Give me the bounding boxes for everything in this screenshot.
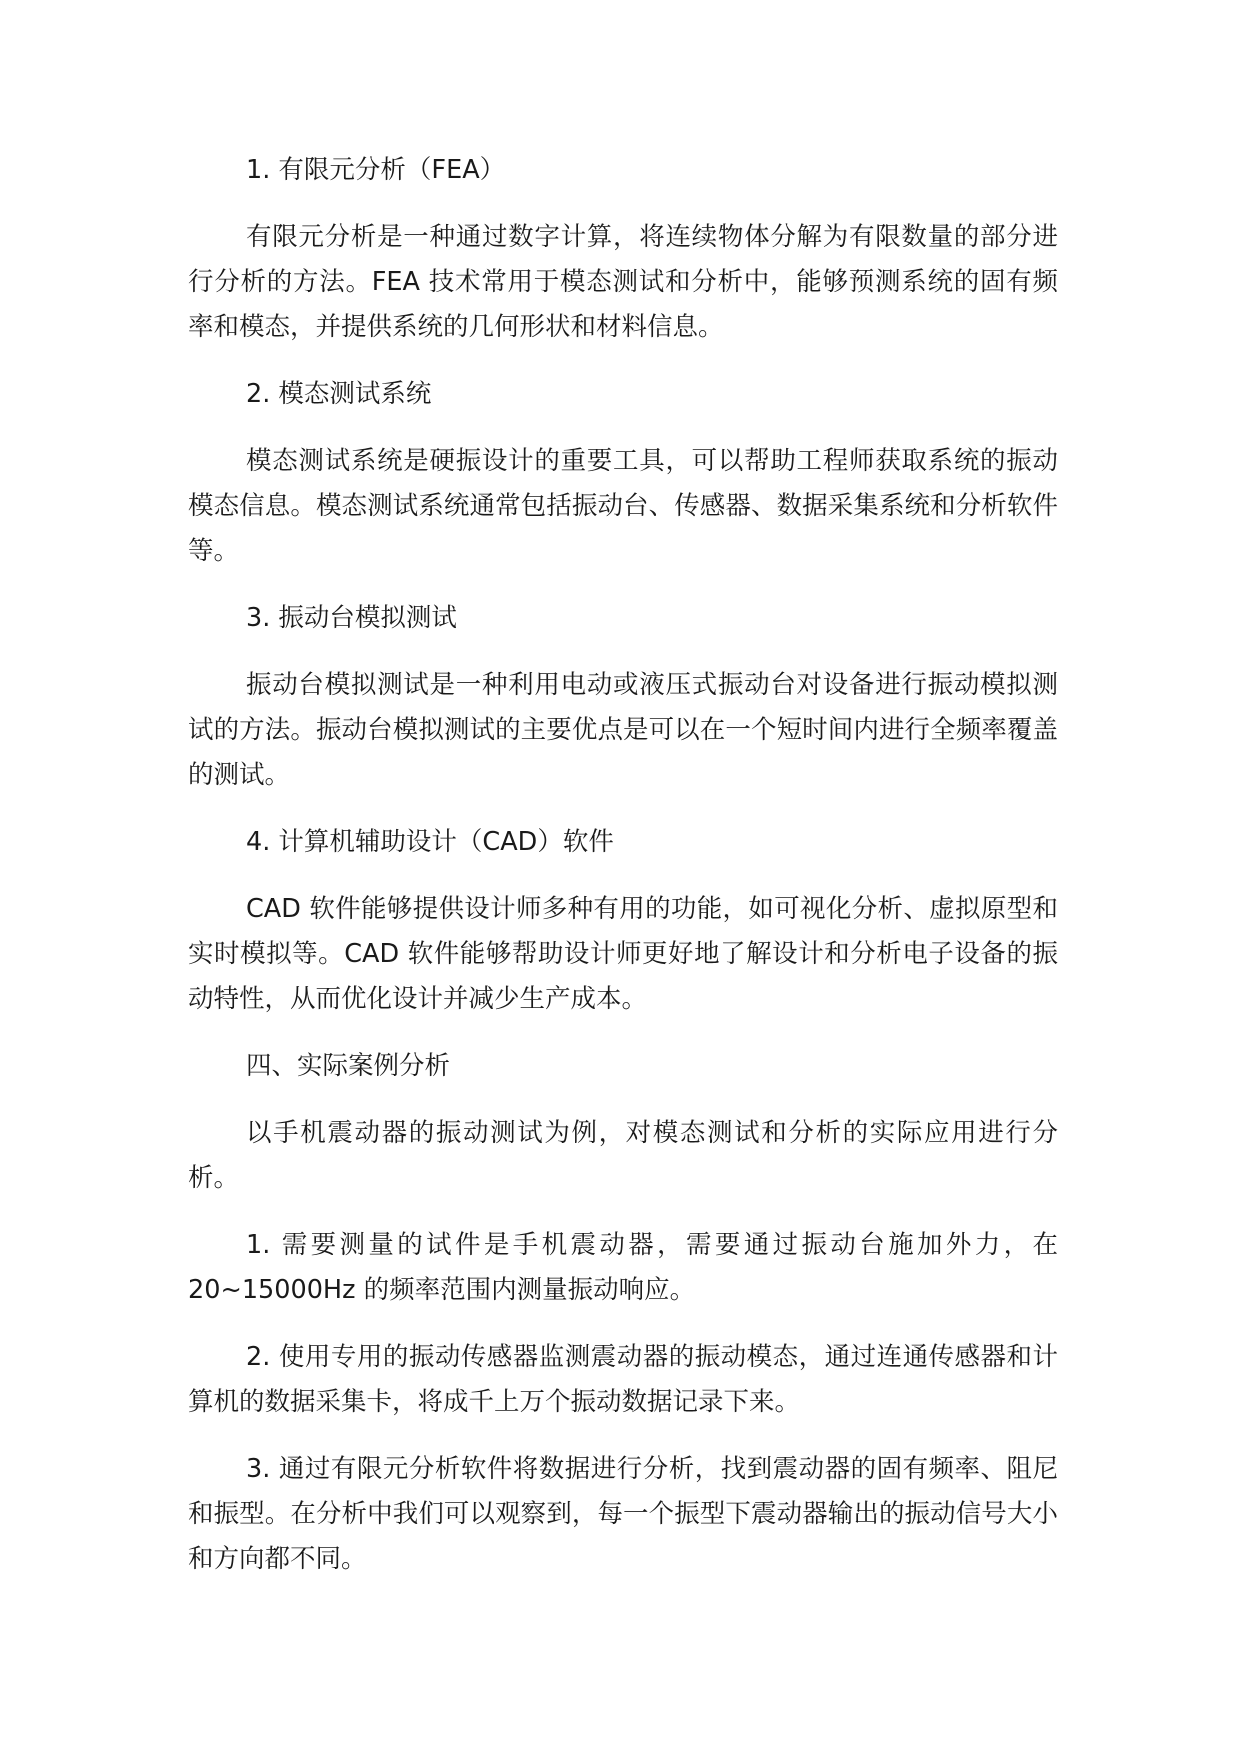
paragraph-cad: CAD 软件能够提供设计师多种有用的功能，如可视化分析、虚拟原型和实时模拟等。CAD 软件能够帮助设计师更好地了解设计和分析电子设备的振动特性，从而优化设计并减少生产成本。	[188, 894, 1058, 1014]
section-heading-shaker-test: 3. 振动台模拟测试	[246, 603, 457, 633]
paragraph-fea: 有限元分析是一种通过数字计算，将连续物体分解为有限数量的部分进行分析的方法。FEA 技术常用于模态测试和分析中，能够预测系统的固有频率和模态，并提供系统的几何形状和材料信息。	[188, 222, 1058, 342]
paragraph-case-step-2: 2. 使用专用的振动传感器监测震动器的振动模态，通过连通传感器和计算机的数据采集卡，将成千上万个振动数据记录下来。	[188, 1342, 1058, 1417]
section-heading-modal-test-system: 2. 模态测试系统	[246, 379, 432, 409]
section-heading-case-study: 四、实际案例分析	[246, 1051, 451, 1081]
paragraph-case-step-1: 1. 需要测量的试件是手机震动器，需要通过振动台施加外力，在 20~15000Hz 的频率范围内测量振动响应。	[188, 1230, 1058, 1305]
paragraph-case-step-3: 3. 通过有限元分析软件将数据进行分析，找到震动器的固有频率、阻尼和振型。在分析中我们可以观察到，每一个振型下震动器输出的振动信号大小和方向都不同。	[188, 1454, 1058, 1574]
paragraph-modal-test-system: 模态测试系统是硬振设计的重要工具，可以帮助工程师获取系统的振动模态信息。模态测试系统通常包括振动台、传感器、数据采集系统和分析软件等。	[188, 446, 1058, 566]
paragraph-shaker-test: 振动台模拟测试是一种利用电动或液压式振动台对设备进行振动模拟测试的方法。振动台模拟测试的主要优点是可以在一个短时间内进行全频率覆盖的测试。	[188, 670, 1058, 790]
section-heading-cad: 4. 计算机辅助设计（CAD）软件	[246, 827, 614, 857]
document-body	[188, 148, 1058, 1604]
paragraph-case-intro: 以手机震动器的振动测试为例，对模态测试和分析的实际应用进行分析。	[188, 1118, 1058, 1193]
section-heading-fea: 1. 有限元分析（FEA）	[246, 155, 506, 185]
